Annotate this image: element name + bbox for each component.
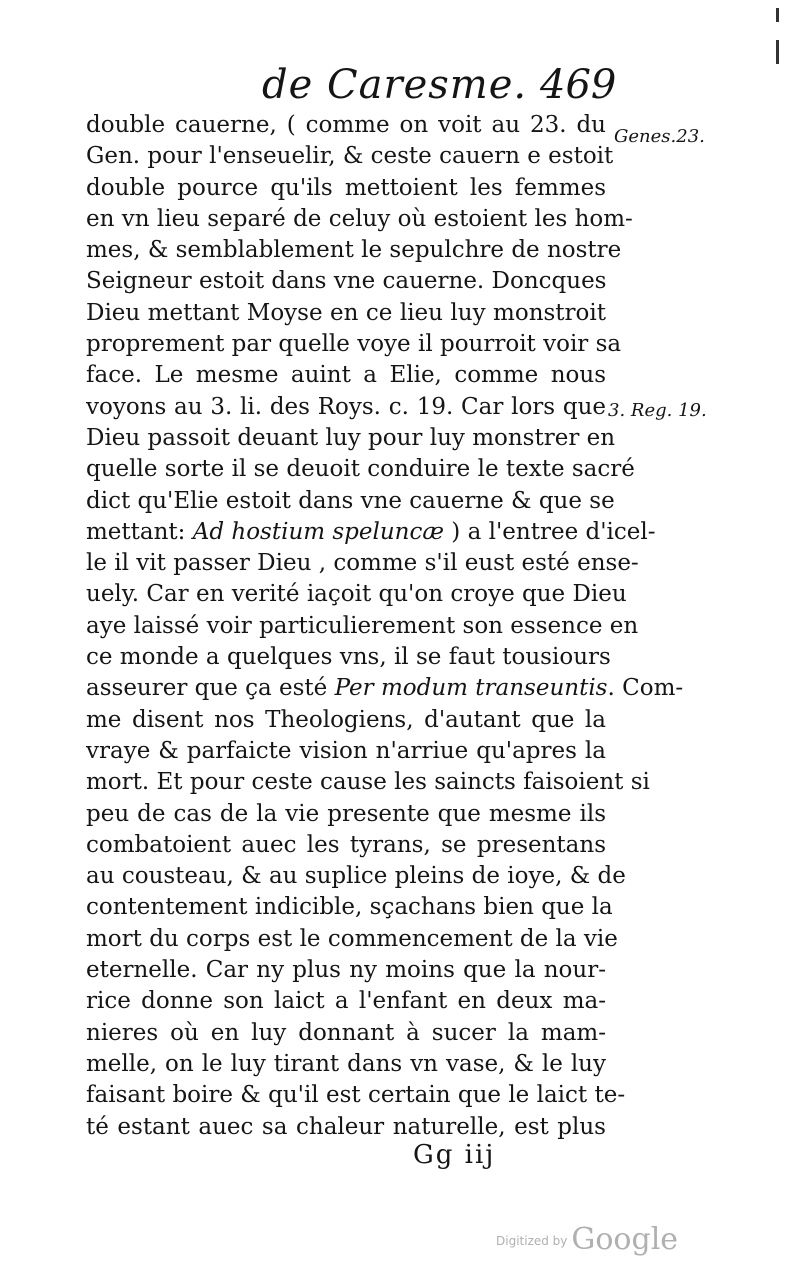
text-line [86, 204, 633, 235]
text-line [86, 486, 615, 517]
text-line [86, 767, 650, 798]
text-line [86, 454, 635, 485]
watermark-prefix: Digitized by [496, 1234, 568, 1248]
text-line [86, 830, 606, 861]
text-segment: dict qu'Elie estoit dans vne cauerne & que se [86, 487, 615, 514]
text-line [86, 924, 618, 955]
text-segment: uely. Car en verité iaçoit qu'on croye que Dieu [86, 581, 627, 608]
text-segment: ) a l'entree d'icel- [444, 518, 656, 545]
text-line [86, 861, 626, 892]
text-line [86, 360, 606, 391]
text-line [86, 423, 616, 454]
running-title: de Caresme. [262, 62, 528, 108]
text-segment: proprement par quelle voye il pourroit voir sa [86, 331, 622, 358]
text-line [86, 1018, 606, 1049]
text-line [86, 110, 606, 141]
text-segment: Dieu mettant Moyse en ce lieu luy monstroit [86, 299, 606, 326]
margin-note-genesis: Genes.23. [614, 126, 705, 147]
text-segment: double pource qu'ils mettoient les femmes [86, 174, 606, 201]
text-segment: combatoient auec les tyrans, se presentans [86, 831, 606, 858]
text-segment: contentement indicible, sçachans bien que la [86, 894, 613, 921]
text-line [86, 235, 622, 266]
text-segment: melle, on le luy tirant dans vn vase, & le luy [86, 1050, 606, 1077]
text-segment: nieres où en luy donnant à sucer la mam- [86, 1019, 606, 1046]
text-segment: mettant: [86, 518, 193, 545]
text-segment: peu de cas de la vie presente que mesme ils [86, 800, 606, 827]
text-segment: eternelle. Car ny plus ny moins que la nour- [86, 957, 606, 984]
text-segment: mort du corps est le commencement de la vie [86, 925, 618, 952]
text-line [86, 548, 639, 579]
scan-edge-mark [776, 8, 779, 22]
text-line [86, 1080, 626, 1111]
text-segment: Gen. pour l'enseuelir, & ceste cauern e estoit [86, 143, 614, 170]
latin-quotation: Ad hostium speluncæ [192, 518, 444, 545]
text-segment: face. Le mesme auint a Elie, comme nous [86, 362, 606, 389]
text-line [86, 736, 606, 767]
signature-mark: Gg iij [413, 1140, 496, 1170]
text-line [86, 266, 606, 297]
text-segment: asseurer que ça esté [86, 675, 335, 702]
text-line [86, 642, 611, 673]
text-line [86, 1112, 606, 1143]
text-segment: en vn lieu separé de celuy où estoient les hom- [86, 205, 633, 232]
text-line [86, 392, 606, 423]
text-segment: . Com- [607, 675, 684, 702]
text-segment: aye laissé voir particulierement son essence en [86, 612, 639, 639]
text-line [86, 955, 606, 986]
text-segment: mort. Et pour ceste cause les saincts faisoient si [86, 769, 650, 796]
margin-note-kings: 3. Reg. 19. [608, 400, 707, 421]
text-segment: Seigneur estoit dans vne cauerne. Doncques [86, 268, 607, 295]
page-number: 469 [540, 62, 617, 108]
text-line [86, 799, 606, 830]
text-line [86, 517, 656, 548]
text-line [86, 705, 606, 736]
text-segment: Dieu passoit deuant luy pour luy monstrer en [86, 424, 616, 451]
digitization-watermark [496, 1222, 678, 1257]
text-line [86, 141, 614, 172]
latin-quotation: Per modum transeuntis [334, 675, 608, 702]
text-line [86, 673, 684, 704]
text-line [86, 1049, 606, 1080]
text-line [86, 611, 639, 642]
text-line [86, 173, 606, 204]
text-segment: faisant boire & qu'il est certain que le laict te- [86, 1082, 626, 1109]
scan-edge-mark [776, 40, 779, 64]
text-line [86, 329, 622, 360]
text-segment: me disent nos Theologiens, d'autant que la [86, 706, 606, 733]
text-line [86, 892, 613, 923]
text-line [86, 579, 627, 610]
text-segment: le il vit passer Dieu , comme s'il eust esté ense- [86, 550, 639, 577]
text-segment: double cauerne, ( comme on voit au 23. du [86, 112, 606, 138]
text-segment: rice donne son laict a l'enfant en deux ma- [86, 988, 606, 1015]
text-segment: vraye & parfaicte vision n'arriue qu'apres la [86, 737, 606, 764]
text-segment: quelle sorte il se deuoit conduire le texte sacré [86, 456, 635, 483]
text-line [86, 298, 606, 329]
watermark-brand: Google [571, 1222, 679, 1257]
text-segment: voyons au 3. li. des Roys. c. 19. Car lors que [86, 393, 606, 420]
text-segment: mes, & semblablement le sepulchre de nostre [86, 237, 622, 264]
text-line [86, 986, 606, 1017]
text-segment: té estant auec sa chaleur naturelle, est plus [86, 1113, 606, 1140]
text-segment: ce monde a quelques vns, il se faut tousiours [86, 644, 611, 671]
text-segment: au cousteau, & au suplice pleins de ioye, & de [86, 863, 626, 890]
